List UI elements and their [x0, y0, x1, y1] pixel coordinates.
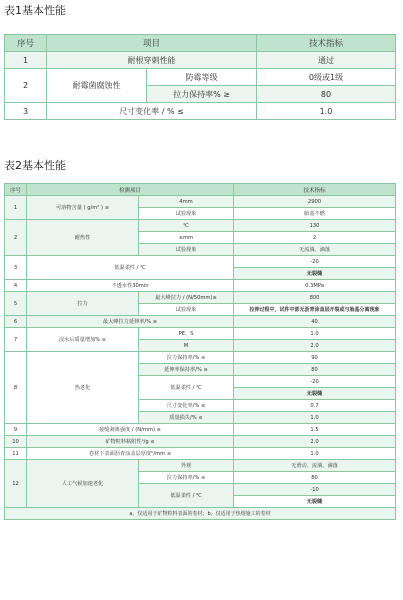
table-row — [5, 328, 396, 340]
header-no: 序号 — [5, 184, 27, 196]
row-item: 耐霉菌腐蚀性 — [47, 69, 147, 103]
table-row — [5, 424, 396, 436]
row-no: 3 — [5, 256, 27, 280]
table-row — [5, 256, 396, 268]
table-row — [5, 69, 396, 86]
row-subitem: 防霉等级 — [147, 69, 257, 86]
row-value: 90 — [234, 352, 396, 364]
row-value: 2900 — [234, 196, 396, 208]
row-item: 耐热性 — [27, 220, 139, 256]
row-value: 1.0 — [257, 103, 396, 120]
row-value: 1.0 — [234, 448, 396, 460]
row-subitem: 质量损失/% ≤ — [139, 412, 234, 424]
row-value: 80 — [234, 472, 396, 484]
table-row — [5, 316, 396, 328]
table-row — [5, 292, 396, 304]
row-no: 3 — [5, 103, 47, 120]
row-subitem: 试验现象 — [139, 208, 234, 220]
table1-title: 表1基本性能 — [4, 4, 66, 17]
row-item: 尺寸变化率 / % ≤ — [47, 103, 257, 120]
row-subitem: 尺寸变化率/% ≤ — [139, 400, 234, 412]
row-value: 无流淌、滴落 — [234, 244, 396, 256]
row-subitem: PE、S — [139, 328, 234, 340]
table-footnote-row — [5, 508, 396, 520]
basic-performance-table-1 — [4, 34, 396, 120]
row-no: 2 — [5, 220, 27, 256]
row-no: 2 — [5, 69, 47, 103]
row-item: 热老化 — [27, 352, 139, 424]
row-no: 6 — [5, 316, 27, 328]
table-row — [5, 436, 396, 448]
row-value: 0.7 — [234, 400, 396, 412]
table-row — [5, 460, 396, 472]
row-value: 800 — [234, 292, 396, 304]
row-item: 不透水性30min — [27, 280, 234, 292]
row-no: 7 — [5, 328, 27, 352]
row-value: 胎基不燃 — [234, 208, 396, 220]
row-value: 拉伸过程中，试件中部无沥青涂盖层开裂或与胎基分离现象 — [234, 304, 396, 316]
row-subitem: 最大峰拉力 / (N/50mm)≥ — [139, 292, 234, 304]
row-value: 0.3MPa — [234, 280, 396, 292]
header-spec: 技术指标 — [257, 35, 396, 52]
row-item: 卷材下表面沥青涂盖层厚度ᵇ/mm ≥ — [27, 448, 234, 460]
table-row — [5, 220, 396, 232]
row-subitem: 低温柔性 / ℃ — [139, 484, 234, 508]
row-value: 130 — [234, 220, 396, 232]
table-row — [5, 448, 396, 460]
row-value: 0级或1级 — [257, 69, 396, 86]
row-value: 2 — [234, 232, 396, 244]
row-subitem: M — [139, 340, 234, 352]
row-value: 1.5 — [234, 424, 396, 436]
row-value: 无裂缝 — [234, 496, 396, 508]
table-row — [5, 352, 396, 364]
header-spec: 技术指标 — [234, 184, 396, 196]
row-no: 1 — [5, 52, 47, 69]
row-item: 耐根穿刺性能 — [47, 52, 257, 69]
row-item: 矿物粒料粘附性ᵃ/g ≤ — [27, 436, 234, 448]
table-row — [5, 196, 396, 208]
row-value: 2.0 — [234, 436, 396, 448]
row-value: 无裂缝 — [234, 268, 396, 280]
row-item: 浸水后质量增加% ≤ — [27, 328, 139, 352]
row-subitem: 拉力保持率% ≥ — [147, 86, 257, 103]
row-subitem: 拉力保持率/% ≥ — [139, 352, 234, 364]
row-no: 8 — [5, 352, 27, 424]
table-header-row — [5, 184, 396, 196]
row-item: 低温柔性 / ℃ — [27, 256, 234, 280]
header-item: 检测项目 — [27, 184, 234, 196]
row-no: 12 — [5, 460, 27, 508]
row-subitem: ℃ — [139, 220, 234, 232]
row-value: 40 — [234, 316, 396, 328]
row-value: -20 — [234, 376, 396, 388]
row-value: 通过 — [257, 52, 396, 69]
row-subitem: 延伸率保持率/% ≥ — [139, 364, 234, 376]
row-item: 最大峰拉力延伸率/% ≥ — [27, 316, 234, 328]
row-value: -10 — [234, 484, 396, 496]
row-item: 可溶物含量 ( g/m² ) ≥ — [27, 196, 139, 220]
row-value: 1.0 — [234, 328, 396, 340]
row-value: -20 — [234, 256, 396, 268]
table-footnote: a、仅适用于矿物粒料表面的卷材；b、仅适用于热熔施工的卷材 — [5, 508, 396, 520]
row-no: 5 — [5, 292, 27, 316]
row-item: 人工气候加速老化 — [27, 460, 139, 508]
row-no: 9 — [5, 424, 27, 436]
row-value: 无滑动、流淌、滴落 — [234, 460, 396, 472]
row-value: 无裂缝 — [234, 388, 396, 400]
row-subitem: ≤mm — [139, 232, 234, 244]
basic-performance-table-2 — [4, 183, 396, 520]
table2-title: 表2基本性能 — [4, 159, 66, 172]
row-item: 拉力 — [27, 292, 139, 316]
row-no: 10 — [5, 436, 27, 448]
row-subitem: 外观 — [139, 460, 234, 472]
header-no: 序号 — [5, 35, 47, 52]
row-no: 11 — [5, 448, 27, 460]
table-row — [5, 52, 396, 69]
table-row — [5, 103, 396, 120]
row-value: 80 — [234, 364, 396, 376]
row-item: 接缝剥离强度 / (N/mm) ≥ — [27, 424, 234, 436]
row-value: 2.0 — [234, 340, 396, 352]
row-value: 1.0 — [234, 412, 396, 424]
row-no: 4 — [5, 280, 27, 292]
row-subitem: 拉力保持率/% ≥ — [139, 472, 234, 484]
row-subitem: 试验现象 — [139, 304, 234, 316]
row-value: 80 — [257, 86, 396, 103]
row-subitem: 4mm — [139, 196, 234, 208]
header-item: 项目 — [47, 35, 257, 52]
row-subitem: 低温柔性 / ℃ — [139, 376, 234, 400]
row-no: 1 — [5, 196, 27, 220]
table-row — [5, 280, 396, 292]
table-header-row — [5, 35, 396, 52]
row-subitem: 试验现象 — [139, 244, 234, 256]
